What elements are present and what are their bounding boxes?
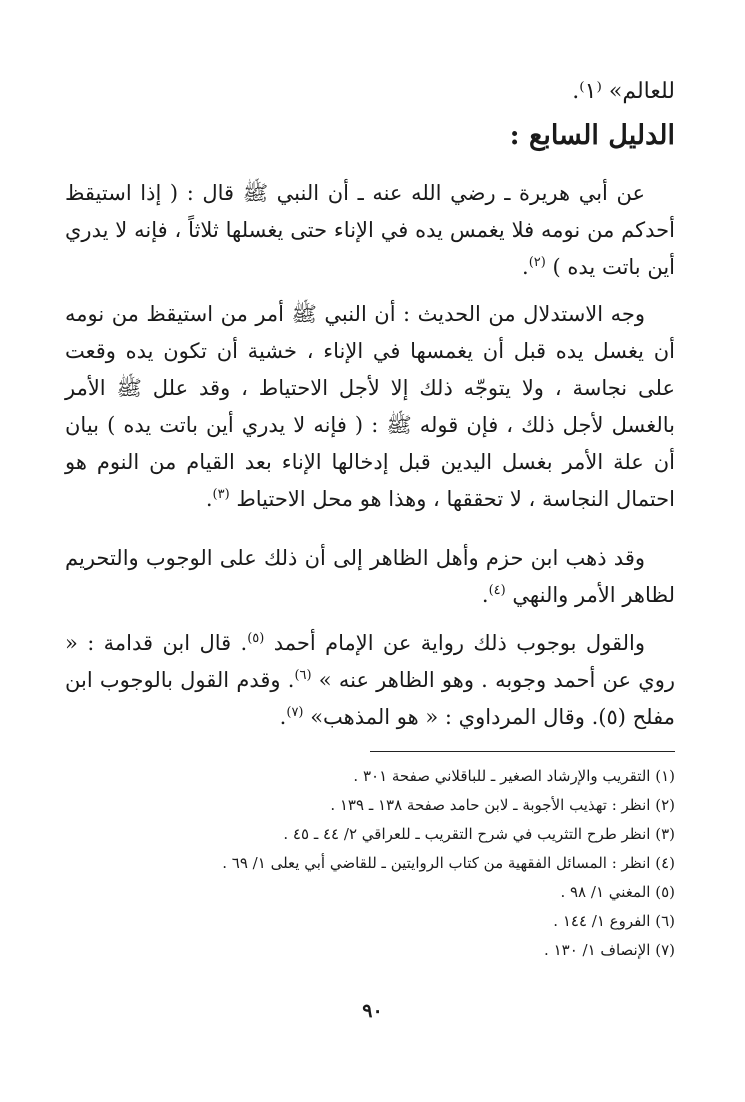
- hadith-paragraph: [65, 175, 675, 286]
- footnotes-list: [65, 762, 675, 965]
- paragraph-end: .: [481, 583, 489, 607]
- paragraph-text: . قال ابن قدامة : « روي عن أحمد وجوبه . وهو الظاهر عنه »: [65, 631, 675, 692]
- footnote-ref: (٢): [528, 255, 546, 270]
- section-heading: الدليل السابع :: [509, 120, 675, 151]
- paragraph-end: .: [279, 705, 287, 729]
- narration-paragraph: [65, 625, 675, 736]
- footnote-ref: (٦): [294, 668, 312, 683]
- continued-line: للعالم» ⁽١⁾.: [572, 79, 675, 104]
- paragraph-text: عن أبي هريرة ـ رضي الله عنه ـ أن النبي ﷺ قال : ( إذا استيقظ أحدكم من نومه فلا يغمس يده في الإناء حتى يغسلها ثلاثاً ، فإنه لا يدري أين باتت يده ): [65, 181, 675, 279]
- footnote-item: (٣) انظر طرح التثريب في شرح التقريب ـ للعراقي ٢/ ٤٤ ـ ٤٥ .: [283, 825, 675, 843]
- paragraph-end: .: [522, 255, 529, 279]
- footnote-item: (١) التقريب والإرشاد الصغير ـ للباقلاني صفحة ٣٠١ .: [353, 767, 675, 785]
- footnote-ref: (٣): [212, 487, 230, 502]
- footnote-item: (٢) انظر : تهذيب الأجوبة ـ لابن حامد صفحة ١٣٨ ـ ١٣٩ .: [330, 796, 675, 814]
- paragraph-text: وجه الاستدلال من الحديث : أن النبي ﷺ أمر من استيقظ من نومه أن يغسل يده قبل أن يغمسها في الإناء ، خشية أن تكون يده وقعت على نجاسة ، ولا يتوجّه ذلك إلا لأجل الاحتياط ، وقد علل ﷺ الأمر بالغسل لأجل ذلك ، فإن قوله ﷺ : ( فإنه لا يدري أين باتت يده ) بيان أن علة الأمر بغسل اليدين قبل إدخالها الإناء بعد القيام من النوم هو احتمال النجاسة ، لا تحققها ، وهذا هو محل الاحتياط: [65, 302, 675, 511]
- page-number: ٩٠: [362, 1000, 383, 1022]
- footnote-ref: (٤): [488, 583, 506, 598]
- opinion-paragraph: [65, 540, 675, 614]
- footnote-item: (٧) الإنصاف ١/ ١٣٠ .: [544, 941, 675, 959]
- paragraph-text: . وقدم القول بالوجوب ابن مفلح (٥). وقال المرداوي : « هو المذهب»: [65, 668, 675, 729]
- inference-paragraph: [65, 296, 675, 518]
- footnote-item: (٤) انظر : المسائل الفقهية من كتاب الروايتين ـ للقاضي أبي يعلى ١/ ٦٩ .: [222, 854, 675, 872]
- footnote-ref: (٥): [247, 631, 265, 646]
- paragraph-text: وقد ذهب ابن حزم وأهل الظاهر إلى أن ذلك على الوجوب والتحريم لظاهر الأمر والنهي: [65, 546, 675, 607]
- footnote-item: (٥) المغني ١/ ٩٨ .: [560, 883, 675, 901]
- paragraph-text: والقول بوجوب ذلك رواية عن الإمام أحمد: [273, 631, 645, 655]
- footnote-item: (٦) الفروع ١/ ١٤٤ .: [553, 912, 675, 930]
- footnote-ref: (٧): [286, 705, 304, 720]
- footnote-divider: [370, 751, 675, 752]
- paragraph-end: .: [205, 487, 213, 511]
